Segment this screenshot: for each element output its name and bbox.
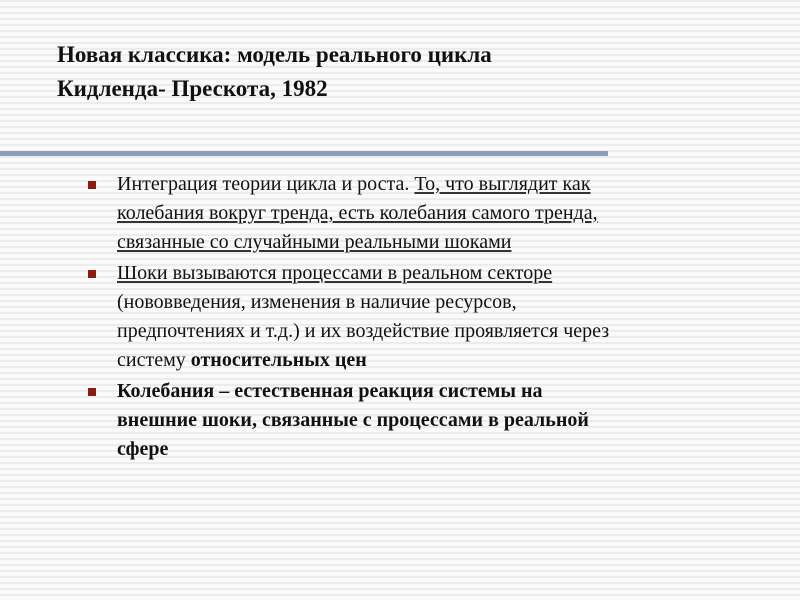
title-divider (0, 151, 608, 156)
bullet-1-text: Интеграция теории цикла и роста. (117, 173, 415, 195)
bullet-2-line-3: предпочтениях и т.д.) и их воздействие проявляется через (117, 320, 610, 342)
bullet-3-line-3: сфере (117, 438, 169, 460)
bullet-2-line-2: (нововведения, изменения в наличие ресурсов, (117, 291, 517, 313)
title-line-2: Кидленда- Прескота, 1982 (57, 76, 328, 101)
bullet-item-1 (85, 170, 775, 257)
bullet-2-underlined-text: Шоки вызываются процессами в реальном секторе (117, 262, 553, 284)
bullet-square-icon (88, 388, 96, 396)
bullet-2-bold-text: относительных цен (190, 349, 367, 371)
bullet-2-line-4 (117, 346, 775, 375)
bullet-3-line-2: внешние шоки, связанные с процессами в реальной (117, 409, 589, 431)
bullet-1-line-3: связанные со случайными реальными шоками (117, 231, 512, 253)
bullet-square-icon (88, 181, 96, 189)
bullet-1-line-2: колебания вокруг тренда, есть колебания самого тренда, (117, 202, 598, 224)
slide-title (57, 38, 757, 106)
bullet-2-line-1 (117, 259, 775, 288)
bullet-3-line-1: Колебания – естественная реакция системы на (117, 380, 543, 402)
bullet-1-line-1 (117, 170, 775, 199)
bullet-square-icon (88, 270, 96, 278)
bullet-item-2 (85, 259, 775, 375)
bullet-item-3 (85, 377, 775, 464)
bullet-list (85, 170, 775, 464)
bullet-1-underlined-text: То, что выглядит как (414, 173, 591, 195)
title-line-1: Новая классика: модель реального цикла (57, 42, 492, 67)
bullet-2-text: систему (117, 349, 191, 371)
